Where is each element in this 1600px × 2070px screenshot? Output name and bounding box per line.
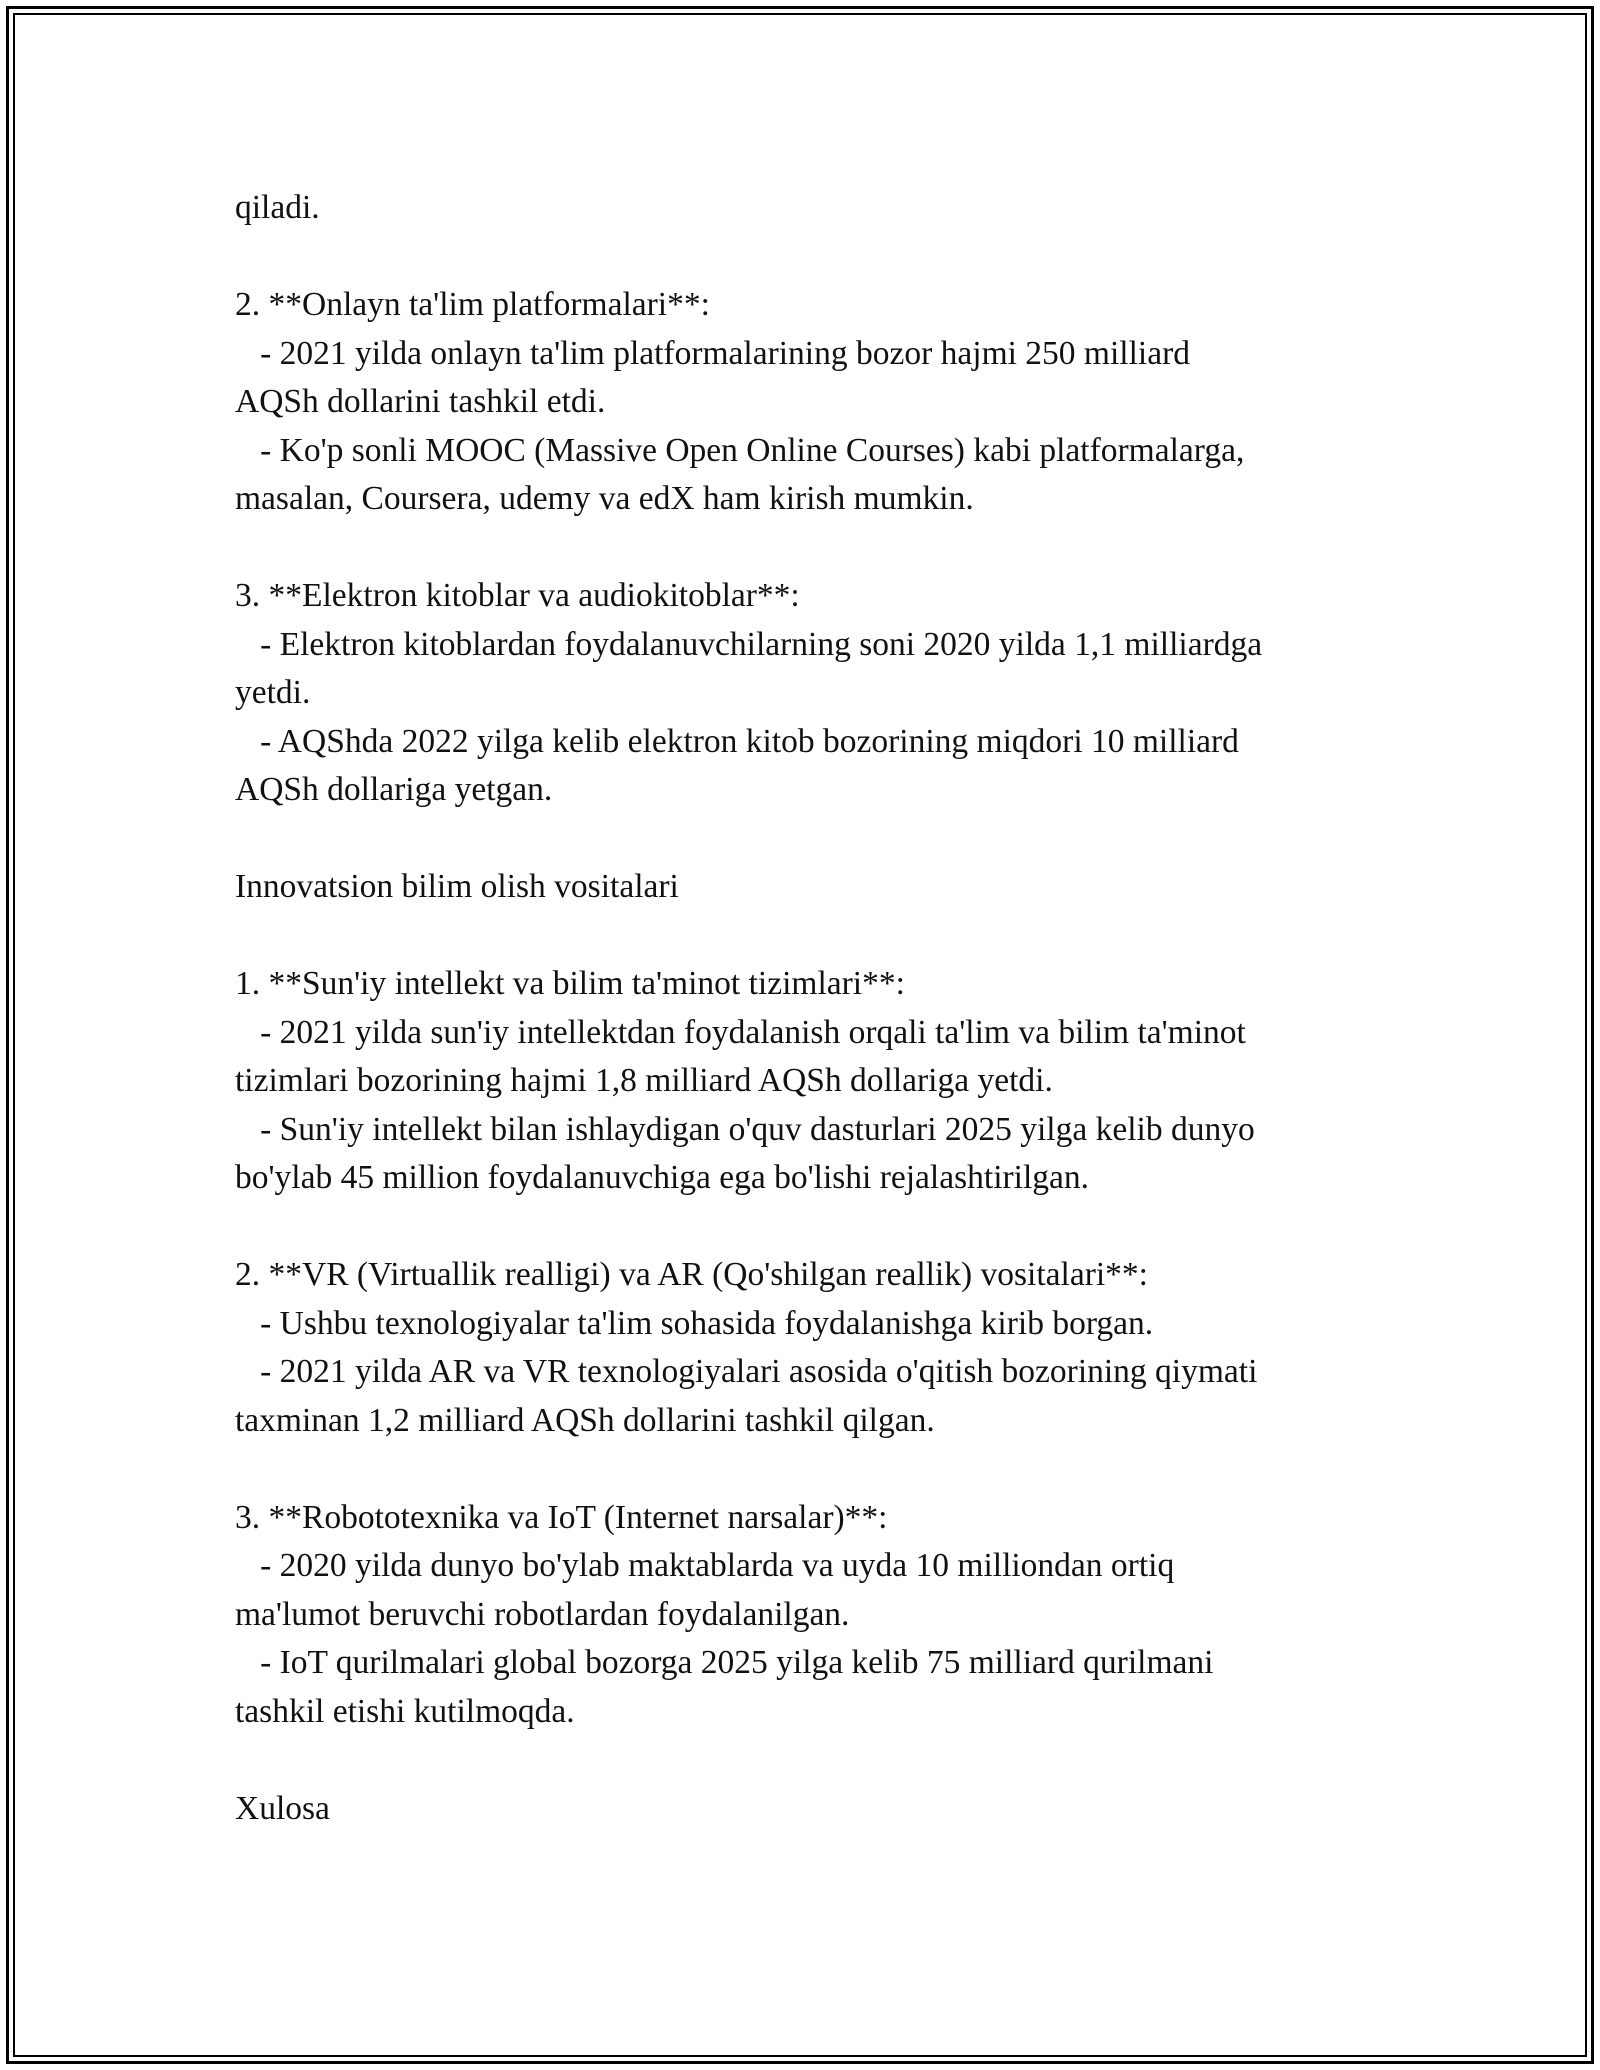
text-line: - 2021 yilda sun'iy intellektdan foydalanish orqali ta'lim va bilim ta'minot: [235, 1013, 1246, 1051]
blank-line: [235, 1736, 1375, 1785]
section-heading: 2. **VR (Virtuallik realligi) va AR (Qo'shilgan reallik) vositalari**:: [235, 1256, 1148, 1293]
text-line: - IoT qurilmalari global bozorga 2025 yilga kelib 75 milliard qurilmani: [235, 1644, 1214, 1681]
chapter-heading: Innovatsion bilim olish vositalari: [235, 868, 679, 905]
text-line: qiladi.: [235, 189, 320, 226]
text-line: tizimlari bozorining hajmi 1,8 milliard AQSh dollariga yetdi.: [235, 1062, 1053, 1099]
text-line: AQSh dollariga yetgan.: [235, 771, 553, 808]
text-line: - Sun'iy intellekt bilan ishlaydigan o'quv dasturlari 2025 yilga kelib dunyo: [235, 1110, 1255, 1148]
section-heading: 2. **Onlayn ta'lim platformalari**:: [235, 286, 710, 323]
text-line: - Ko'p sonli MOOC (Massive Open Online Courses) kabi platformalarga,: [235, 431, 1245, 469]
section-heading: 3. **Robototexnika va IoT (Internet narsalar)**:: [235, 1498, 888, 1536]
text-line: yetdi.: [235, 674, 311, 711]
text-line: - 2020 yilda dunyo bo'ylab maktablarda va uyda 10 milliondan ortiq: [235, 1547, 1175, 1584]
blank-line: [235, 1445, 1375, 1494]
blank-line: [235, 815, 1375, 864]
section-heading: 1. **Sun'iy intellekt va bilim ta'minot tizimlari**:: [235, 965, 905, 1002]
blank-line: [235, 912, 1375, 961]
section-heading: 3. **Elektron kitoblar va audiokitoblar**:: [235, 577, 800, 614]
text-line: - AQShda 2022 yilga kelib elektron kitob bozorining miqdori 10 milliard: [235, 722, 1239, 760]
text-line: ma'lumot beruvchi robotlardan foydalanilgan.: [235, 1595, 850, 1633]
chapter-heading: Xulosa: [235, 1789, 330, 1827]
text-line: - Ushbu texnologiyalar ta'lim sohasida foydalanishga kirib borgan.: [235, 1304, 1154, 1342]
text-line: - Elektron kitoblardan foydalanuvchilarning soni 2020 yilda 1,1 milliardga: [235, 625, 1263, 663]
text-line: tashkil etishi kutilmoqda.: [235, 1692, 575, 1730]
blank-line: [235, 233, 1375, 282]
blank-line: [235, 524, 1375, 573]
text-line: bo'ylab 45 million foydalanuvchiga ega bo'lishi rejalashtirilgan.: [235, 1159, 1090, 1196]
document-body: [235, 184, 1375, 1833]
text-line: masalan, Coursera, udemy va edX ham kirish mumkin.: [235, 480, 974, 517]
text-line: AQSh dollarini tashkil etdi.: [235, 383, 606, 420]
text-line: taxminan 1,2 milliard AQSh dollarini tashkil qilgan.: [235, 1401, 935, 1439]
text-line: - 2021 yilda AR va VR texnologiyalari asosida o'qitish bozorining qiymati: [235, 1353, 1258, 1390]
blank-line: [235, 1203, 1375, 1252]
text-line: - 2021 yilda onlayn ta'lim platformalarining bozor hajmi 250 milliard: [235, 334, 1190, 372]
